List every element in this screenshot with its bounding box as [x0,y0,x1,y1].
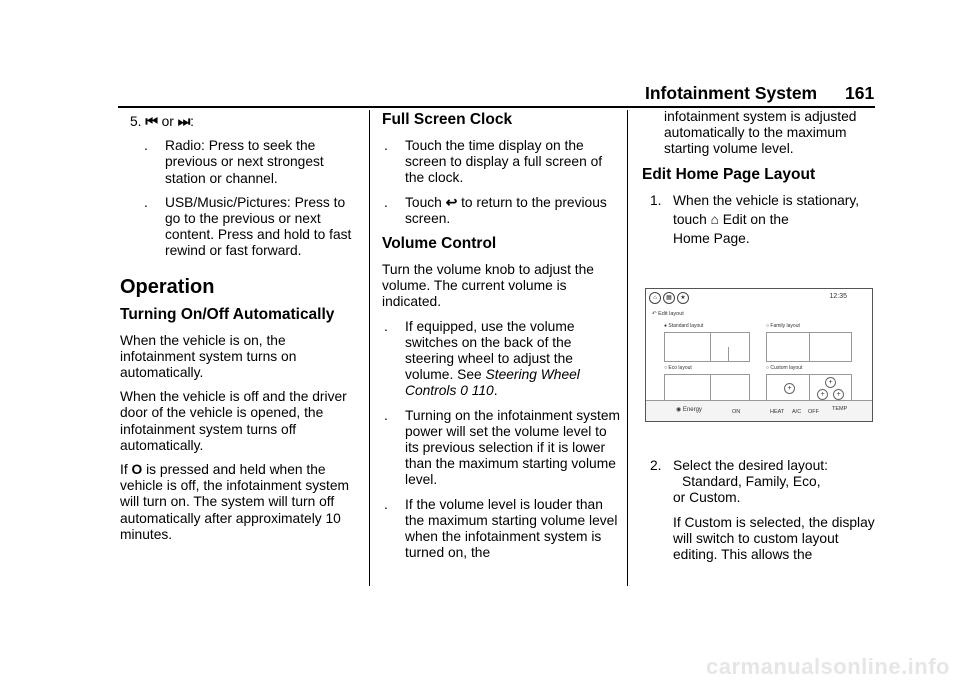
layout-custom-preview [766,374,852,402]
paragraph-continued: infotainment system is adjusted automatically to the maximum starting volume level. [664,109,857,157]
column-3 [642,109,882,247]
subheading-edit-home-page: Edit Home Page Layout [642,165,816,183]
previous-icon: ⏮ [145,114,158,129]
infotainment-screenshot [645,288,873,422]
bullet-volume-1: . If equipped, use the volume switches on the back of the steering wheel to adjust the volume. See Steering Wheel Controls 0 110. [384,318,580,399]
fan-off-button[interactable]: OFF [808,409,819,415]
add-icon[interactable]: + [784,383,795,394]
bullet-usb: . USB/Music/Pictures: Press to go to the previous or next content. Press and hold to fast rewind or fast forward. [144,194,352,259]
add-icon[interactable]: + [817,389,828,400]
paragraph-volume: Turn the volume knob to adjust the volume. The current volume is indicated. [382,262,594,310]
climate-bar [646,400,872,421]
edit-layout-label[interactable]: ↶ Edit layout [652,311,684,317]
subheading-turning-on-off: Turning On/Off Automatically [120,305,335,323]
bullet-radio: . Radio: Press to seek the previous or next strongest station or channel. [144,138,324,186]
paragraph-on: When the vehicle is on, the infotainment system turns on automatically. [120,332,297,381]
bullet-volume-2: . Turning on the infotainment system power will set the volume level to its previous selection if it is lower than the maximum starting volume level. [384,407,620,488]
subheading-volume-control: Volume Control [382,235,497,253]
link-steering-wheel-controls[interactable]: Steering Wheel Controls [405,367,580,399]
add-icon[interactable]: + [833,389,844,400]
column-divider-2 [627,110,628,586]
option-standard[interactable]: ● Standard layout [664,323,704,329]
paragraph-off: When the vehicle is off and the driver door of the vehicle is opened, the infotainment system turns off automatically. [120,389,347,453]
paragraph-power: If O is pressed and held when the vehicle is off, the infotainment system will turn on. The system will turn off automatically after approximately 10 minutes. [120,462,350,542]
add-icon[interactable]: + [825,377,836,388]
next-icon: ⏭ [177,114,191,129]
option-eco[interactable]: ○ Eco layout [664,365,692,371]
column-1 [120,114,360,551]
favorites-icon[interactable]: ★ [677,292,689,304]
subheading-full-screen-clock: Full Screen Clock [382,111,513,128]
column-divider-1 [369,110,370,586]
list-item-5: 5. ⏮ or ⏭: [130,114,195,129]
temp-control[interactable]: TEMP [832,406,848,412]
home-icon: ⌂ [710,211,719,227]
energy-button[interactable]: ◉ Energy [676,407,702,413]
layout-eco-preview [664,374,750,402]
screen-clock[interactable]: 12:35 [829,293,847,300]
footer-watermark: carmanualsonline.info [706,654,950,679]
power-icon: O [131,462,143,478]
ac-button[interactable]: A/C [792,409,802,415]
bullet-clock-1: . Touch the time display on the screen to display a full screen of the clock. [384,138,603,186]
bullet-clock-2: . Touch ↩ to return to the previous screen. [384,194,607,226]
section-heading-operation: Operation [120,275,215,298]
step-2: 2. Select the desired layout: Standard, Family, Eco, or Custom. If Custom is selected, the display will switch to custom layout editing. This allows the [650,458,875,563]
page-header-title: Infotainment System [645,83,818,103]
home-icon[interactable]: ⌂ [649,292,661,304]
back-icon: ↩ [445,194,458,210]
option-family[interactable]: ○ Family layout [766,323,800,329]
apps-icon[interactable]: ▦ [663,292,675,304]
bullet-volume-3: . If the volume level is louder than the maximum starting volume level when the infotainment system is turned on, the [384,496,618,561]
step-1: 1. When the vehicle is stationary, touch ⌂ Edit on the Home Page. [650,192,860,247]
column-3-lower [642,458,882,563]
layout-family-preview [766,332,852,362]
screen-toolbar [649,292,689,304]
on-button[interactable]: ON [732,409,741,415]
page-number: 161 [845,83,875,103]
heat-button[interactable]: HEAT [770,409,785,415]
header-rule [118,106,875,108]
column-2 [382,109,622,569]
option-custom[interactable]: ○ Custom layout [766,365,803,371]
layout-standard-preview [664,332,750,362]
